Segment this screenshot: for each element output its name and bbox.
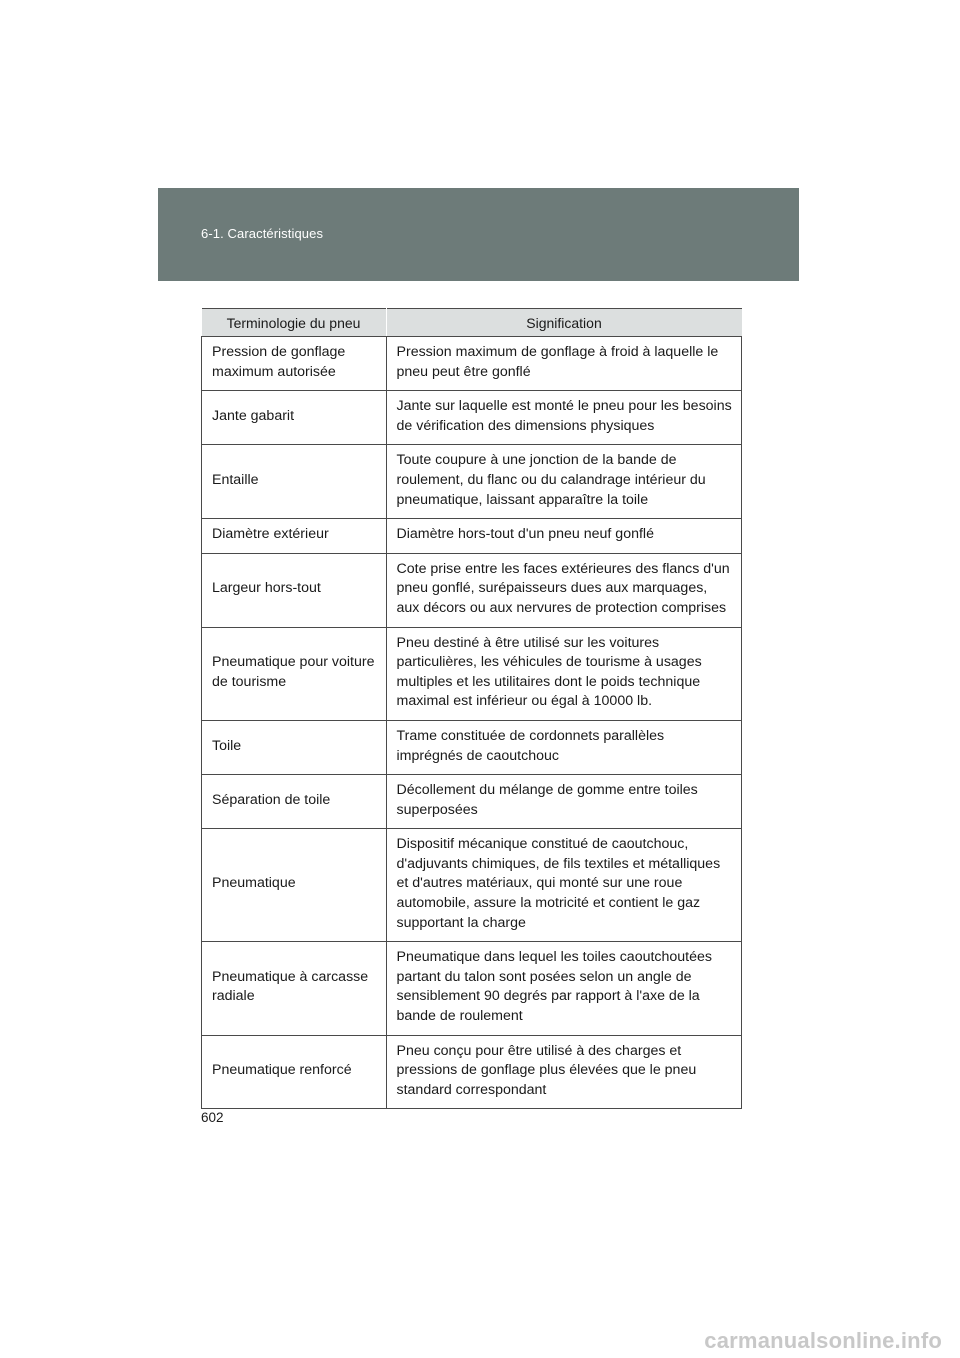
definition-cell: Décollement du mélange de gomme entre toiles superposées xyxy=(386,775,742,829)
table-row xyxy=(202,519,742,554)
table-header-row xyxy=(202,309,742,337)
table-row xyxy=(202,829,742,942)
term-cell: Séparation de toile xyxy=(202,775,387,829)
term-cell: Diamètre extérieur xyxy=(202,519,387,554)
page-number: 602 xyxy=(201,1110,224,1125)
column-header-definition: Signification xyxy=(386,309,742,337)
table-row xyxy=(202,337,742,391)
table-row xyxy=(202,553,742,627)
term-cell: Pneumatique pour voiture de tourisme xyxy=(202,627,387,720)
table-row xyxy=(202,942,742,1035)
section-label: 6-1. Caractéristiques xyxy=(201,226,324,241)
column-header-term: Terminologie du pneu xyxy=(202,309,387,337)
definition-cell: Dispositif mécanique constitué de caoutchouc, d'adjuvants chimiques, de fils textiles et métalliques et d'autres matériaux, qui monté sur une roue automobile, assure la motricité et contient le gaz supportant la charge xyxy=(386,829,742,942)
table-row xyxy=(202,627,742,720)
definition-cell: Trame constituée de cordonnets parallèles imprégnés de caoutchouc xyxy=(386,720,742,774)
definition-cell: Pneu destiné à être utilisé sur les voitures particulières, les véhicules de tourisme à usages multiples et les utilitaires dont le poids technique maximal est inférieur ou égal à 10000 lb. xyxy=(386,627,742,720)
term-cell: Largeur hors-tout xyxy=(202,553,387,627)
table-row xyxy=(202,1035,742,1109)
term-cell: Pneumatique xyxy=(202,829,387,942)
section-header-band xyxy=(158,188,799,281)
term-cell: Pneumatique à carcasse radiale xyxy=(202,942,387,1035)
definition-cell: Jante sur laquelle est monté le pneu pour les besoins de vérification des dimensions physiques xyxy=(386,391,742,445)
tire-terminology-table xyxy=(201,308,742,1109)
table-row xyxy=(202,391,742,445)
table-row xyxy=(202,720,742,774)
definition-cell: Pneumatique dans lequel les toiles caoutchoutées partant du talon sont posées selon un angle de sensiblement 90 degrés par rapport à l'axe de la bande de roulement xyxy=(386,942,742,1035)
term-cell: Pression de gonflage maximum autorisée xyxy=(202,337,387,391)
definition-cell: Pneu conçu pour être utilisé à des charges et pressions de gonflage plus élevées que le pneu standard correspondant xyxy=(386,1035,742,1109)
watermark: carmanualsonline.info xyxy=(704,1328,942,1353)
table-row xyxy=(202,775,742,829)
term-cell: Pneumatique renforcé xyxy=(202,1035,387,1109)
definition-cell: Cote prise entre les faces extérieures des flancs d'un pneu gonflé, surépaisseurs dues aux marquages, aux décors ou aux nervures de protection comprises xyxy=(386,553,742,627)
table-row xyxy=(202,445,742,519)
term-cell: Entaille xyxy=(202,445,387,519)
definition-cell: Pression maximum de gonflage à froid à laquelle le pneu peut être gonflé xyxy=(386,337,742,391)
term-cell: Jante gabarit xyxy=(202,391,387,445)
definition-cell: Diamètre hors-tout d'un pneu neuf gonflé xyxy=(386,519,742,554)
term-cell: Toile xyxy=(202,720,387,774)
definition-cell: Toute coupure à une jonction de la bande de roulement, du flanc ou du calandrage intérieur du pneumatique, laissant apparaître la toile xyxy=(386,445,742,519)
